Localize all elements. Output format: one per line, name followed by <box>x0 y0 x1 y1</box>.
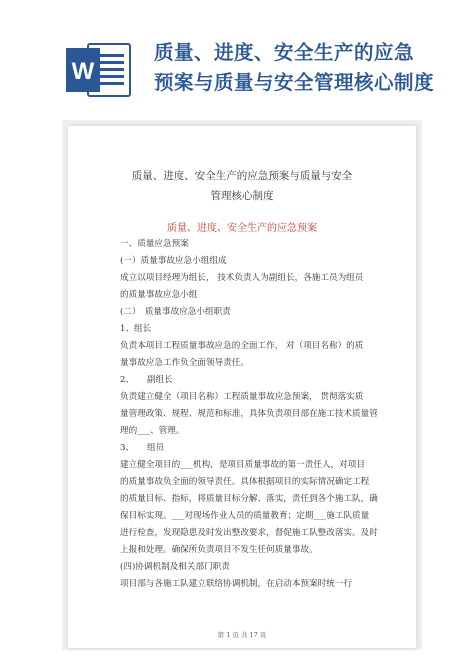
body-line: 量事故应急工作负全面领导责任。 <box>120 358 249 368</box>
body-line: 建立健全项目的___机构，是项目质量事故的第一责任人，对项目 <box>120 460 365 470</box>
logo-letter: W <box>71 58 95 85</box>
body-line: (四)协调机制及相关部门职责 <box>120 562 230 572</box>
banner-title <box>154 38 464 98</box>
body-line: 一、质量应急预案 <box>120 239 189 249</box>
body-line: 的质量目标、指标，将质量目标分解、落实，责任到各个施工队，确 <box>120 494 378 504</box>
body-line: 上报和处理。确保所负责项目不发生任何质量事故。 <box>120 545 318 555</box>
body-line: 成立以项目经理为组长， 技术负责人为副组长，各施工员为组员 <box>120 273 364 283</box>
document-title-line-1: 质量、进度、安全生产的应急预案与质量与安全 <box>131 170 353 182</box>
body-line: 1、组长 <box>120 324 152 334</box>
banner <box>0 0 474 118</box>
body-line: 保目标实现。___对现场作业人员的质量教育；定期___施工队质量 <box>120 511 370 521</box>
body-line: (一）质量事故应急小组组成 <box>120 256 227 266</box>
document-body <box>120 236 382 593</box>
body-line: 项目部与各施工队建立联络协调机制，在启动本预案时统一行 <box>120 579 353 589</box>
body-line: 3、 组员 <box>120 443 165 453</box>
body-line: 的质量事故应急小组 <box>120 290 198 300</box>
page-footer: 第 1 页 共 17 页 <box>217 631 267 639</box>
body-line: (二） 质量事故应急小组职责 <box>120 307 231 317</box>
banner-title-line-1: 质量、进度、安全生产的应急 <box>154 41 415 64</box>
document-title <box>68 166 416 206</box>
document-title-line-2: 管理核心制度 <box>210 190 274 202</box>
section-title: 质量、进度、安全生产的应急预案 <box>167 223 317 234</box>
body-line: 2、 副组长 <box>120 375 173 385</box>
word-document-icon <box>66 40 132 100</box>
body-line: 量管理政策、规程、规范和标准，具体负责项目部在施工技术质量管 <box>120 409 378 419</box>
body-line: 进行检查，发现隐患及时发出整改要求，督促施工队整改落实。及时 <box>120 528 378 538</box>
document-page <box>68 126 416 648</box>
body-line: 的质量事故负全面的领导责任。具体根据项目的实际情况确定工程 <box>120 477 370 487</box>
body-line: 负责建立健全（项目名称）工程质量事故应急预案， 贯彻落实质 <box>120 392 364 402</box>
body-line: 理的___、管理。 <box>120 426 185 436</box>
banner-title-line-2: 预案与质量与安全管理核心制度 <box>154 71 435 94</box>
body-line: 负责本项目工程质量事故应急的全面工作， 对（项目名称）的质 <box>120 341 364 351</box>
